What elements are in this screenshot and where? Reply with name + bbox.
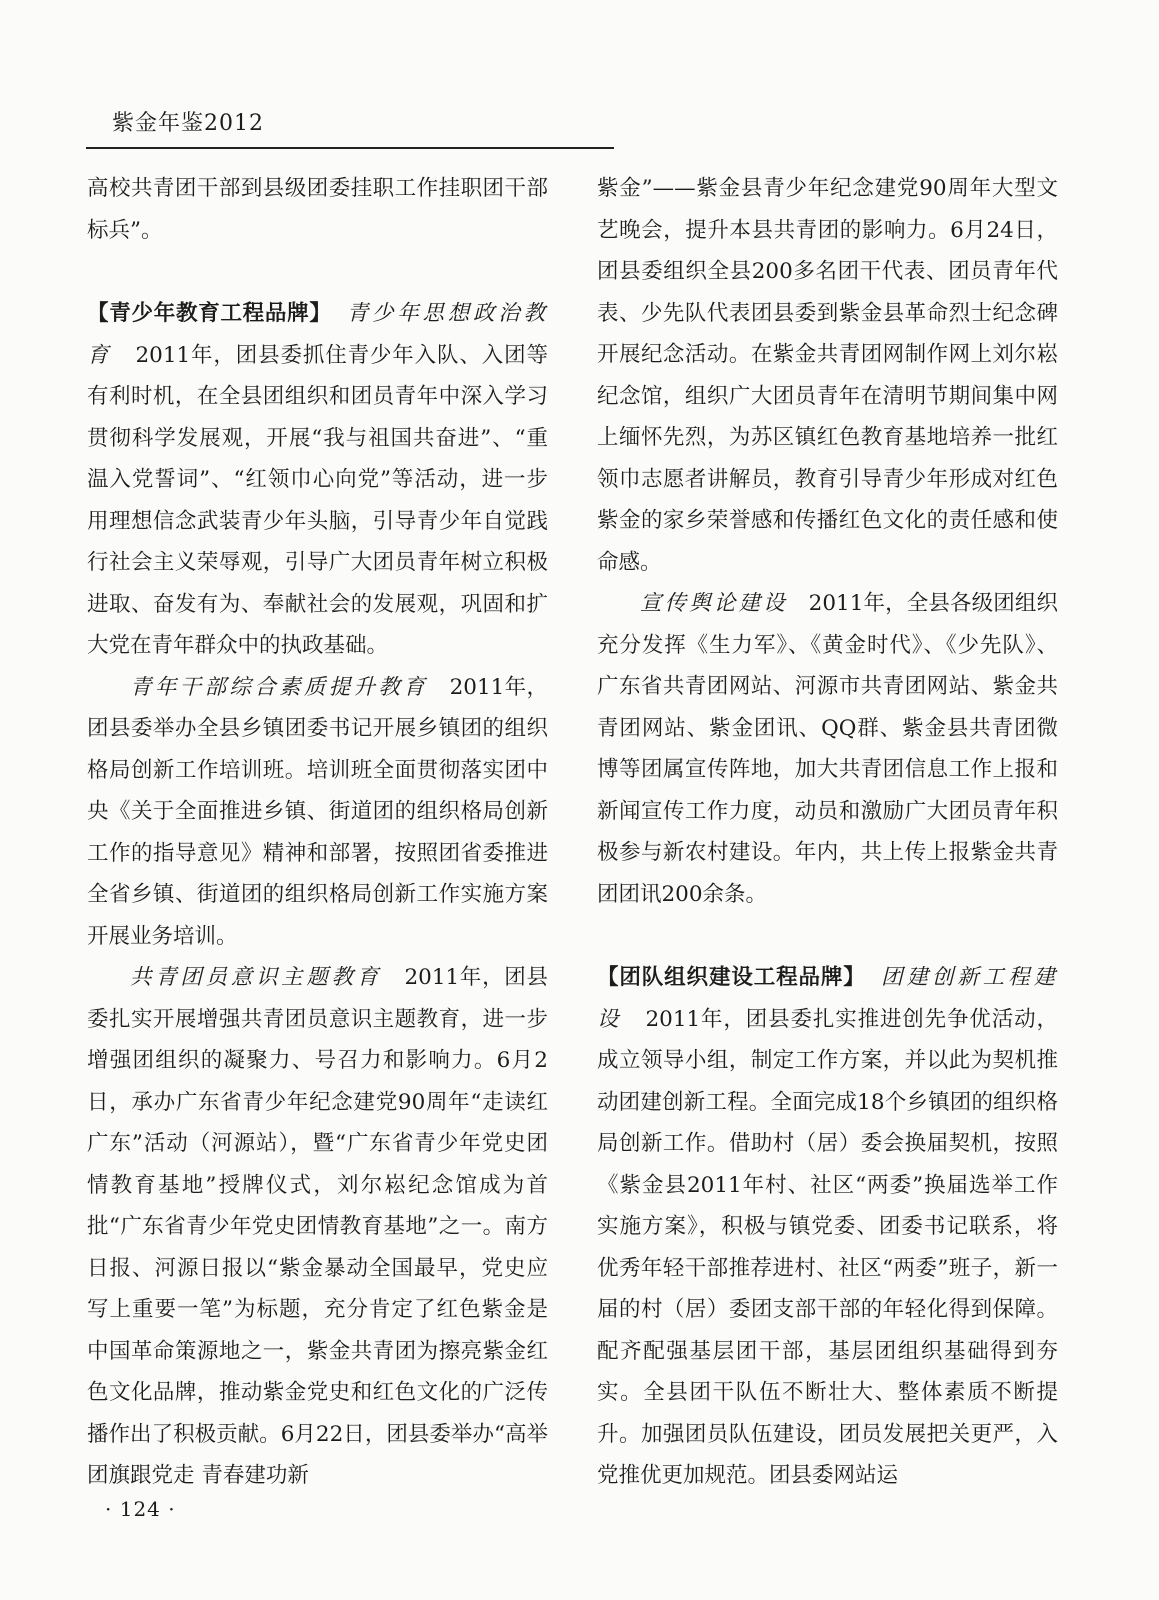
subsection-title: 共青团员意识主题教育 — [130, 965, 382, 990]
section-gap — [597, 915, 1058, 957]
subsection-title: 青少年思想政治教育 — [87, 301, 548, 368]
page-number: · 124 · — [105, 1497, 176, 1521]
paragraph-text: 2011年，团县委扎实推进创先争优活动，成立领导小组，制定工作方案，并以此为契机推动团建创新工程。全面完成18个乡镇团的组织格局创新工作。借助村（居）委会换届契机，按照《紫金县2011年村、社区“两委”换届选举工作实施方案》，积极与镇党委、团委书记联系，将优秀年轻干部推荐进村、社区“两委”班子，新一届的村（居）委团支部干部的年轻化得到保障。配齐配强基层团干部，基层团组织基础得到夯实。全县团干队伍不断壮大、整体素质不断提升。加强团员队伍建设，团员发展把关更严，入党推优更加规范。团县委网站运 — [597, 1006, 1058, 1488]
section-title: 【青少年教育工程品牌】 — [87, 301, 332, 326]
paragraph: 高校共青团干部到县级团委挂职工作挂职团干部标兵”。 — [87, 176, 548, 243]
header-rule — [86, 147, 614, 149]
paragraph — [87, 667, 548, 958]
paragraph — [597, 583, 1058, 915]
paragraph — [87, 957, 548, 1497]
left-column — [87, 168, 548, 1497]
subsection-title: 团建创新工程建设 — [597, 965, 1058, 1032]
paragraph — [87, 293, 548, 667]
paragraph: 紫金”——紫金县青少年纪念建党90周年大型文艺晚会，提升本县共青团的影响力。6月24日，团县委组织全县200多名团干代表、团员青年代表、少先队代表团县委到紫金县革命烈士纪念碑开展纪念活动。在紫金共青团网制作网上刘尔崧纪念馆，组织广大团员青年在清明节期间集中网上缅怀先烈，为苏区镇红色教育基地培养一批红领巾志愿者讲解员，教育引导青少年形成对红色紫金的家乡荣誉感和传播红色文化的责任感和使命感。 — [597, 176, 1058, 575]
paragraph-text: 2011年，全县各级团组织充分发挥《生力军》、《黄金时代》、《少先队》、广东省共青团网站、河源市共青团网站、紫金共青团网站、紫金团讯、QQ群、紫金县共青团微博等团属宣传阵地，加大共青团信息工作上报和新闻宣传工作力度，动员和激励广大团员青年积极参与新农村建设。年内，共上传上报紫金共青团团讯200余条。 — [597, 591, 1058, 907]
section-title: 【团队组织建设工程品牌】 — [597, 965, 866, 990]
paragraph — [597, 957, 1058, 1497]
subsection-title: 宣传舆论建设 — [640, 591, 788, 616]
running-head: 紫金年鉴2012 — [112, 111, 264, 136]
subsection-title: 青年干部综合素质提升教育 — [130, 674, 429, 700]
paragraph-text: 2011年，团县委举办全县乡镇团委书记开展乡镇团的组织格局创新工作培训班。培训班全面贯彻落实团中央《关于全面推进乡镇、街道团的组织格局创新工作的指导意见》精神和部署，按照团省委推进全省乡镇、街道团的组织格局创新工作实施方案开展业务培训。 — [87, 674, 548, 949]
paragraph-text: 2011年，团县委抓住青少年入队、入团等有利时机，在全县团组织和团员青年中深入学习贯彻科学发展观，开展“我与祖国共奋进”、“重温入党誓词”、“红领巾心向党”等活动，进一步用理想信念武装青少年头脑，引导青少年自觉践行社会主义荣辱观，引导广大团员青年树立积极进取、奋发有为、奉献社会的发展观，巩固和扩大党在青年群众中的执政基础。 — [87, 342, 548, 658]
paragraph-text: 2011年，团县委扎实开展增强共青团员意识主题教育，进一步增强团组织的凝聚力、号召力和影响力。6月2日，承办广东省青少年纪念建党90周年“走读红广东”活动（河源站），暨“广东省青少年党史团情教育基地”授牌仪式，刘尔崧纪念馆成为首批“广东省青少年党史团情教育基地”之一。南方日报、河源日报以“紫金暴动全国最早，党史应写上重要一笔”为标题，充分肯定了红色紫金是中国革命策源地之一，紫金共青团为擦亮紫金红色文化品牌，推动紫金党史和红色文化的广泛传播作出了积极贡献。6月22日，团县委举办“高举团旗跟党走 青春建功新 — [87, 965, 548, 1488]
section-gap — [87, 251, 548, 293]
right-column — [597, 168, 1058, 1497]
